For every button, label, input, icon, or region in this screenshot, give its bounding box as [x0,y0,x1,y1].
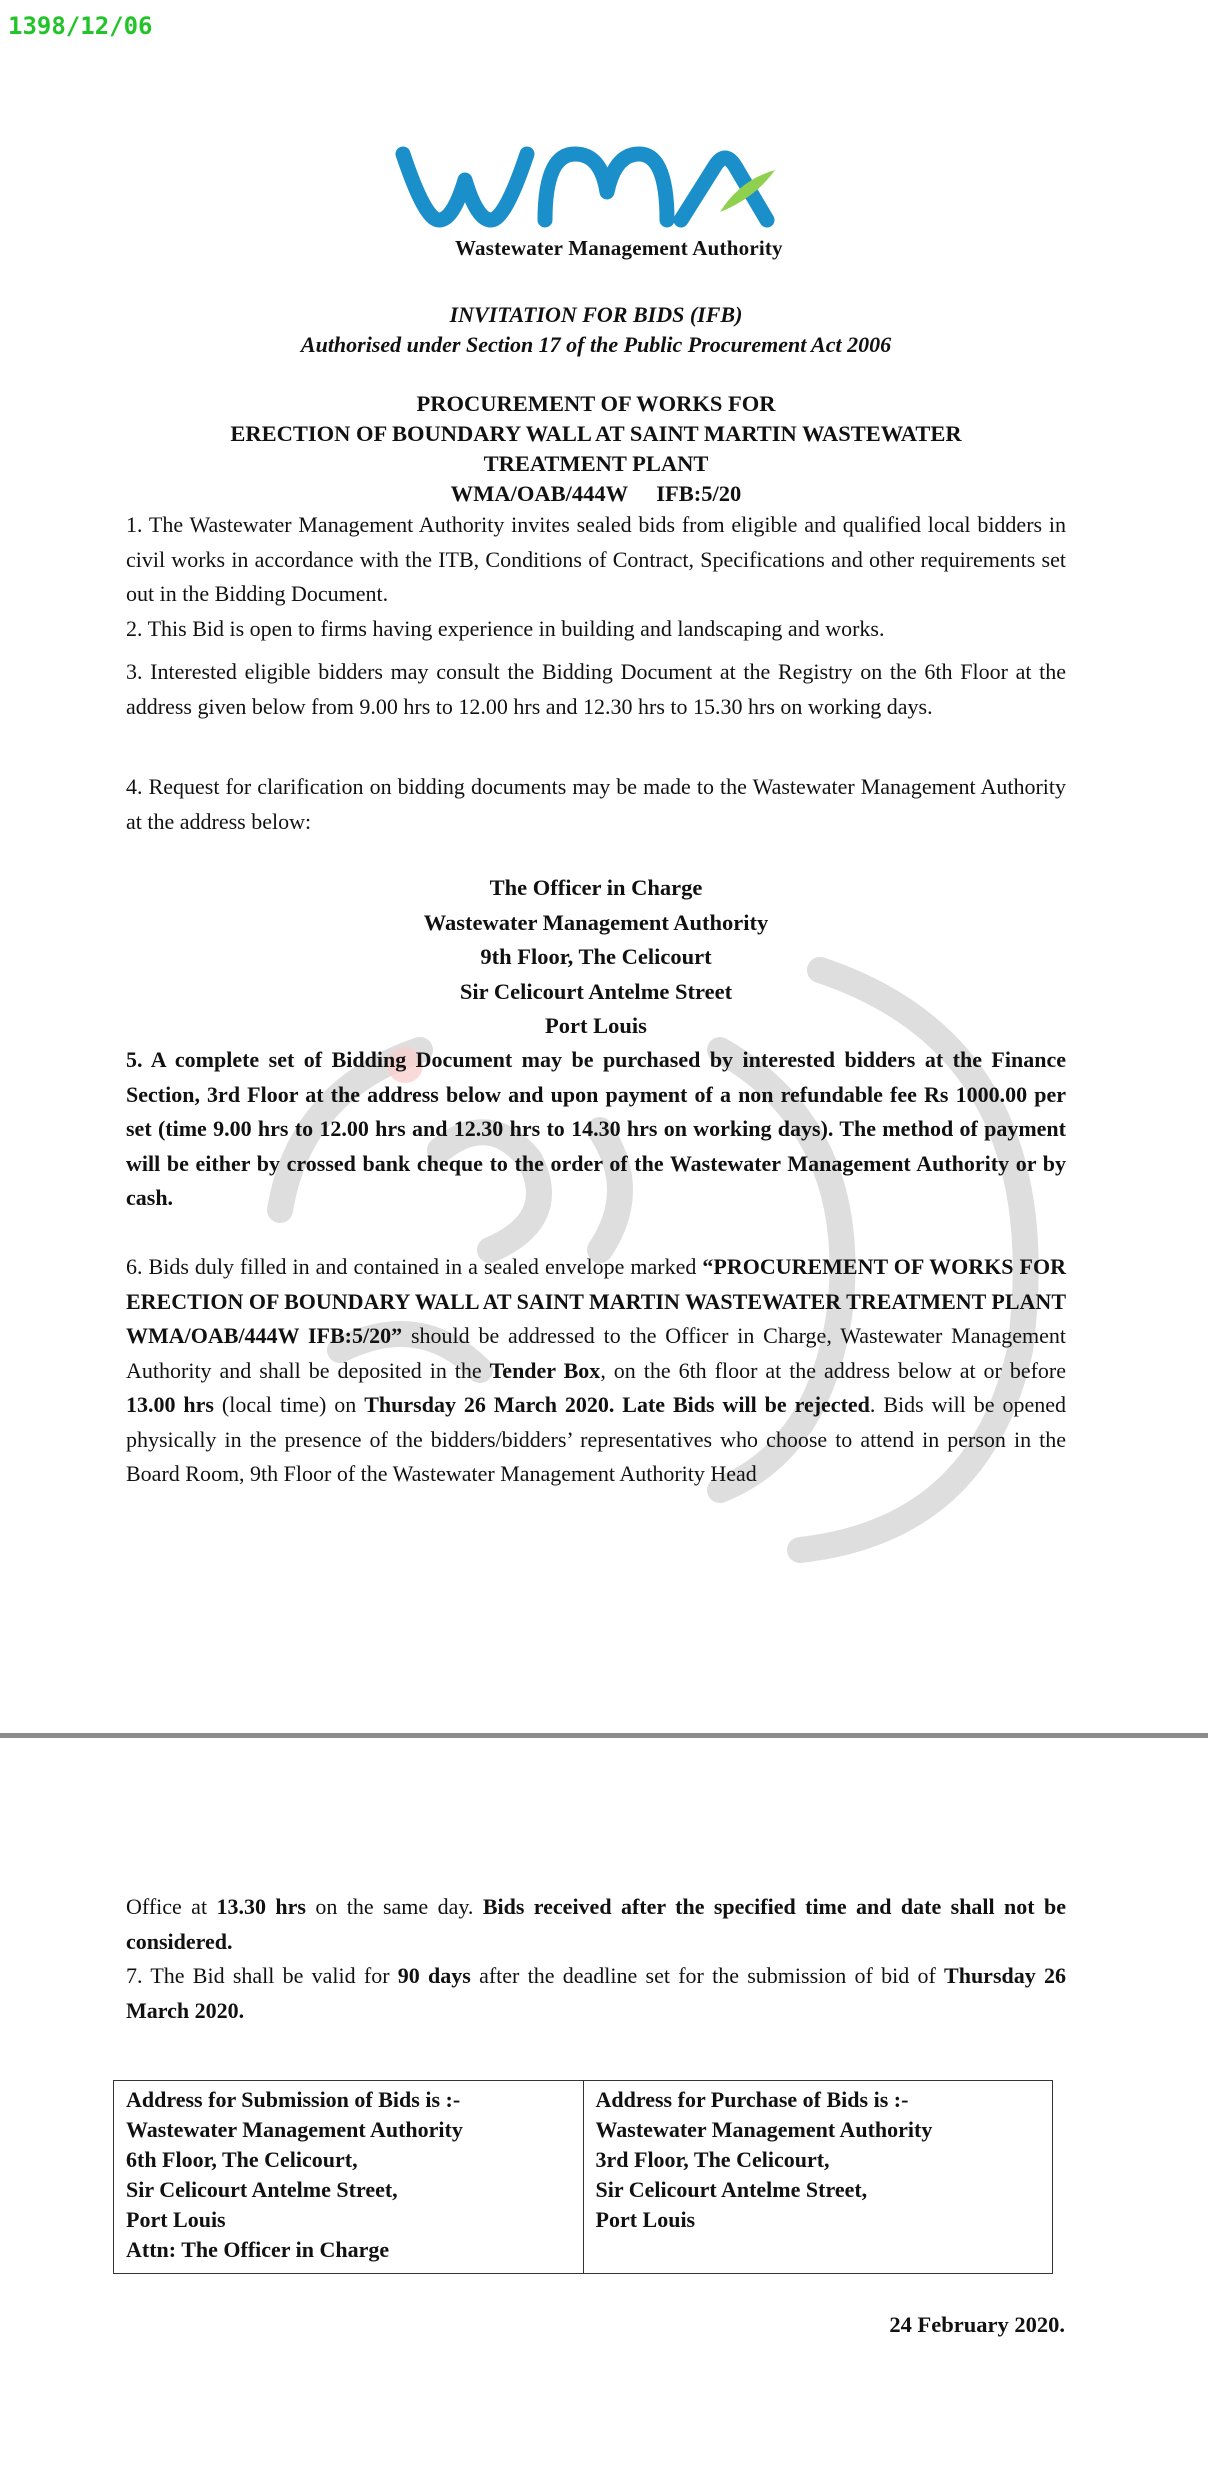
p6-deadline-time: 13.00 hrs [126,1392,214,1417]
paragraph-2: 2. This Bid is open to firms having experience in building and landscaping and works. [126,615,885,641]
submission-address-line: Attn: The Officer in Charge [126,2237,390,2262]
p6c-late-bids-note: Bids received after the specified time and date shall not be considered. [126,1894,1066,1954]
paragraph-3: 3. Interested eligible bidders may consult the Bidding Document at the Registry on the 6th Floor at the address given below from 9.00 hrs to 12.00 hrs and 12.30 hrs to 15.30 hrs on working days. [126,659,1066,719]
p6-tender-box: Tender Box [489,1357,601,1383]
paragraph-6 [126,1250,1066,1492]
paragraph-6-continued [126,1890,1066,1959]
ifb-heading: INVITATION FOR BIDS (IFB) [449,302,743,327]
paragraph-1: 1. The Wastewater Management Authority invites sealed bids from eligible and qualified local bidders in civil works in accordance with the ITB, Conditions of Contract, Specifications and other requirements set out in the Bidding Document. [126,512,1066,606]
ifb-number: IFB:5/20 [656,481,742,506]
purchase-address-cell [583,2081,1053,2274]
paragraph-5: 5. A complete set of Bidding Document may be purchased by interested bidders at the Finance Section, 3rd Floor at the address below and upon payment of a non refundable fee Rs 1000.00 per set (time 9.00 hrs to 12.00 hrs and 12.30 hrs to 14.30 hrs on working days). The method of payment will be either by crossed bank cheque to the order of the Wastewater Management Authority or by cash. [126,1047,1066,1210]
officer-address-line-5: Port Louis [545,1013,647,1038]
submission-address-line: Sir Celicourt Antelme Street, [126,2177,398,2202]
p6-text-e: , on the 6th floor at the address below at or before [600,1357,1066,1383]
p6-text-g: (local time) on [214,1392,365,1417]
paragraph-4: 4. Request for clarification on bidding documents may be made to the Wastewater Management Authority at the address below: [126,774,1066,834]
p6-envelope-title: “PROCUREMENT OF WORKS FOR ERECTION OF BOUNDARY WALL AT SAINT MARTIN WASTEWATER TREATMENT PLANT WMA/OAB/444W IFB:5/20” [126,1254,1066,1348]
purchase-address-line: Sir Celicourt Antelme Street, [595,2177,868,2202]
p6-text-i: . Bids will be opened physically in the presence of the bidders/bidders’ representatives who choose to attend in person in the Board Room, 9th Floor of the Wastewater Management Authority Head [126,1392,1066,1486]
reference-number: WMA/OAB/444W [450,481,629,506]
purchase-address-line: Wastewater Management Authority [595,2117,933,2142]
officer-address-line-2: Wastewater Management Authority [423,909,769,935]
p7-date: Thursday 26 March 2020. [126,1963,1066,2023]
logo-subtitle: Wastewater Management Authority [455,236,783,260]
p6c-text-c: on the same day. [305,1894,483,1919]
reference-line [126,479,1066,509]
purchase-address-line: 3rd Floor, The Celicourt, [595,2147,830,2172]
submission-address-line: Wastewater Management Authority [126,2117,463,2142]
procurement-title-1: PROCUREMENT OF WORKS FOR [416,391,776,416]
header-date: 1398/12/06 [8,12,153,40]
submission-address-line: 6th Floor, The Celicourt, [126,2147,358,2172]
p6-deadline-date: Thursday 26 March 2020. Late Bids will be rejected [364,1392,870,1417]
address-table [113,2080,1053,2274]
officer-address-line-3: 9th Floor, The Celicourt [480,944,712,969]
p6c-opening-time: 13.30 hrs [216,1894,306,1919]
procurement-title-3: TREATMENT PLANT [483,451,709,476]
purchase-address-line: Address for Purchase of Bids is :- [595,2087,909,2112]
p7-text-a: 7. The Bid shall be valid for [126,1963,398,1988]
p6-text-a: 6. Bids duly filled in and contained in a sealed envelope marked [126,1254,703,1279]
p6c-text-a: Office at [126,1894,217,1919]
page-divider [0,1733,1208,1738]
ifb-authority-line: Authorised under Section 17 of the Public Procurement Act 2006 [300,332,892,357]
p7-text-c: after the deadline set for the submission of bid of [470,1963,945,1988]
procurement-title-2: ERECTION OF BOUNDARY WALL AT SAINT MARTIN WASTEWATER [230,421,962,446]
paragraph-7 [126,1959,1066,2028]
purchase-address-line: Port Louis [595,2207,696,2232]
p7-validity: 90 days [397,1963,471,1988]
submission-address-cell [114,2081,584,2274]
submission-address-line: Address for Submission of Bids is :- [126,2087,461,2112]
officer-address-line-1: The Officer in Charge [489,875,703,900]
submission-address-line: Port Louis [126,2207,226,2232]
officer-address-line-4: Sir Celicourt Antelme Street [459,978,733,1004]
signature-date: 24 February 2020. [889,2312,1065,2337]
p6-text-c: should be addressed to the Officer in Charge, Wastewater Management Authority and shall be deposited in the [126,1323,1066,1383]
